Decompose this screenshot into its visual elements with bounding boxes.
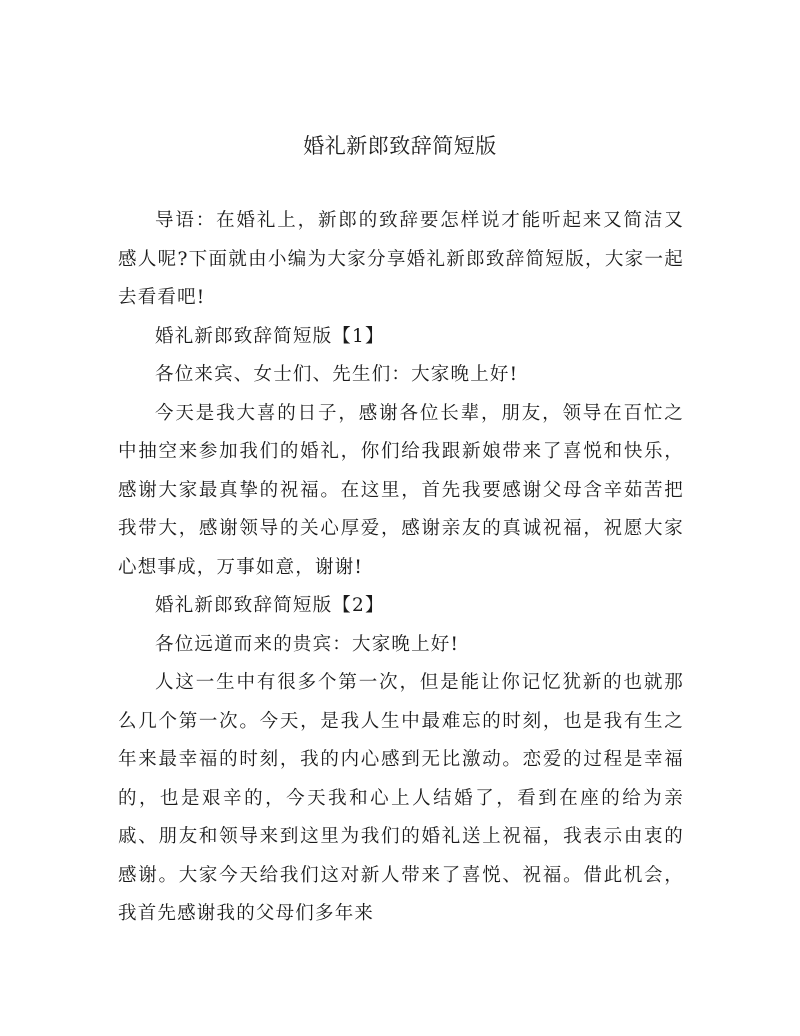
speech-paragraph-2: 人这一生中有很多个第一次，但是能让你记忆犹新的也就那么几个第一次。今天，是我人生中最难忘的时刻，也是我有生之年来最幸福的时刻，我的内心感到无比激动。恋爱的过程是幸福的，也是艰辛的，今天我和心上人结婚了，看到在座的给为亲戚、朋友和领导来到这里为我们的婚礼送上祝福，我表示由衷的感谢。大家今天给我们这对新人带来了喜悦、祝福。借此机会，我首先感谢我的父母们多年来 — [118, 672, 684, 924]
speech-paragraph-1: 今天是我大喜的日子，感谢各位长辈，朋友，领导在百忙之中抽空来参加我们的婚礼，你们给我跟新娘带来了喜悦和快乐，感谢大家最真挚的祝福。在这里，首先我要感谢父母含辛茹苦把我带大，感谢领导的关心厚爱，感谢亲友的真诚祝福，祝愿大家心想事成，万事如意，谢谢! — [118, 402, 684, 578]
intro-paragraph: 导语：在婚礼上，新郎的致辞要怎样说才能听起来又简洁又感人呢?下面就由小编为大家分享婚礼新郎致辞简短版，大家一起去看看吧! — [118, 210, 684, 308]
greeting-paragraph-2: 各位远道而来的贵宾：大家晚上好! — [155, 633, 460, 655]
document-body — [118, 202, 684, 934]
section-heading-2: 婚礼新郎致辞简短版【2】 — [155, 595, 385, 616]
section-heading-1: 婚礼新郎致辞简短版【1】 — [155, 325, 385, 347]
document-title: 婚礼新郎致辞简短版 — [303, 134, 497, 158]
greeting-paragraph-1: 各位来宾、女士们、先生们：大家晚上好! — [155, 364, 519, 385]
